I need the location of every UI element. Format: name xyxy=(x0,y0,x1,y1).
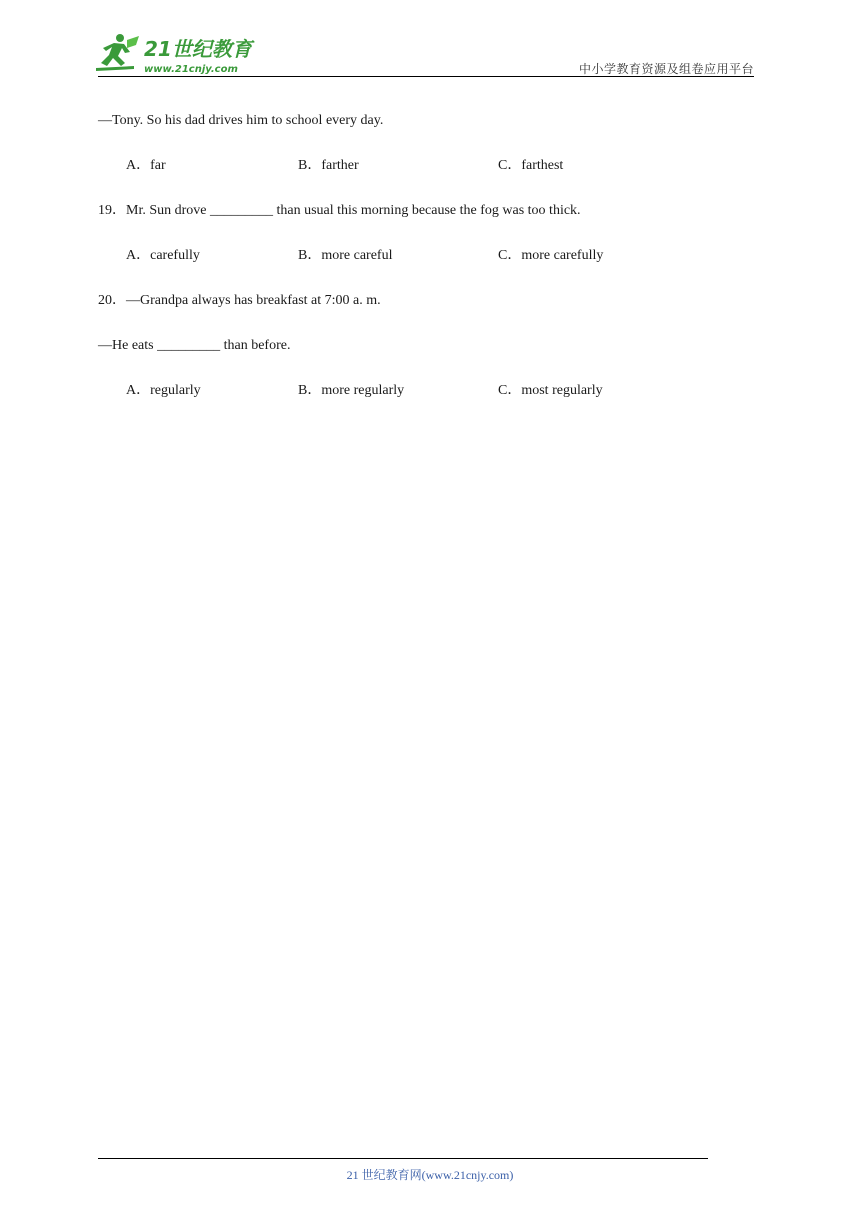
option-c[interactable]: C．more carefully xyxy=(498,248,604,263)
option-b[interactable]: B．farther xyxy=(298,158,359,173)
footer-divider xyxy=(98,1158,708,1159)
header-divider xyxy=(98,76,754,77)
option-a[interactable]: A．regularly xyxy=(126,383,201,398)
question-text: 20．—Grandpa always has breakfast at 7:00 a. m. xyxy=(98,293,381,308)
site-logo xyxy=(94,32,264,78)
option-a[interactable]: A．carefully xyxy=(126,248,200,263)
platform-tagline: 中小学教育资源及组卷应用平台 xyxy=(578,62,754,76)
option-c[interactable]: C．most regularly xyxy=(498,383,603,398)
svg-text:21世纪教育: 21世纪教育 xyxy=(144,37,252,61)
option-b[interactable]: B．more regularly xyxy=(298,383,405,398)
option-b[interactable]: B．more careful xyxy=(298,248,393,263)
question-text: —He eats _________ than before. xyxy=(98,338,291,353)
question-text: 19．Mr. Sun drove _________ than usual this morning because the fog was too thick. xyxy=(98,203,581,218)
svg-text:www.21cnjy.com: www.21cnjy.com xyxy=(144,64,238,75)
question-text: —Tony. So his dad drives him to school every day. xyxy=(98,113,384,128)
option-c[interactable]: C．farthest xyxy=(498,158,564,173)
page-header xyxy=(0,0,860,90)
footer-link[interactable]: 21 世纪教育网(www.21cnjy.com) xyxy=(346,1168,514,1182)
option-a[interactable]: A．far xyxy=(126,158,166,173)
